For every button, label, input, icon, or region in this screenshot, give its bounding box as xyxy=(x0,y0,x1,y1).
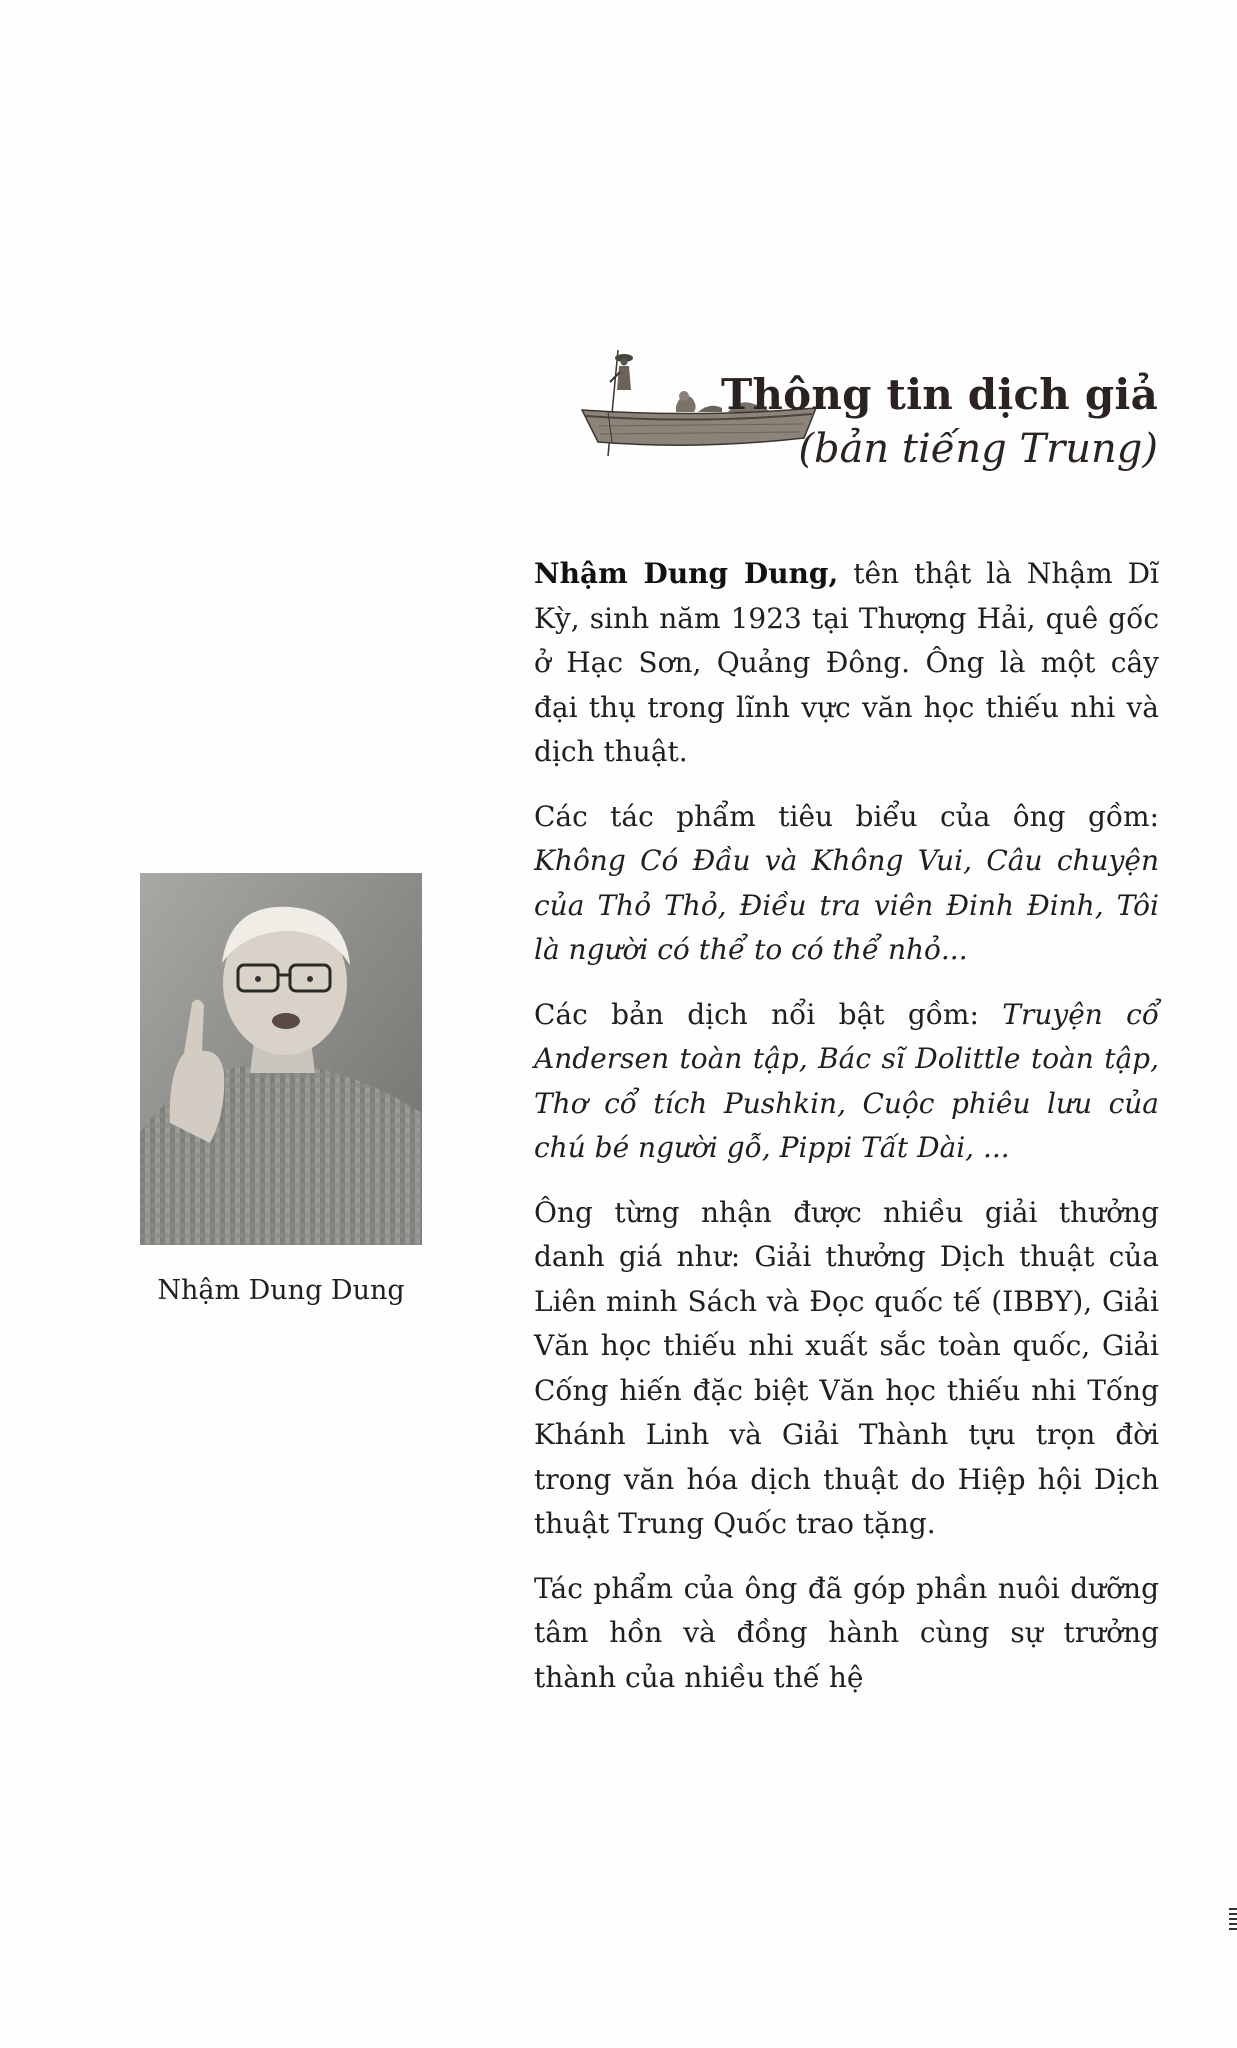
page-header xyxy=(578,336,1158,476)
bio-paragraph-intro xyxy=(534,552,1159,775)
bio-paragraph-translations xyxy=(534,993,1159,1171)
works-titles: Không Có Đầu và Không Vui, Câu chuyện của Thỏ Thỏ, Điều tra viên Đinh Đinh, Tôi là người có thể to có thể nhỏ... xyxy=(534,844,1159,966)
translator-portrait-photo xyxy=(140,873,422,1245)
page-subtitle: (bản tiếng Trung) xyxy=(798,426,1158,472)
biography-text xyxy=(534,552,1159,1720)
portrait-illustration xyxy=(140,873,422,1245)
page-title: Thông tin dịch giả xyxy=(720,370,1158,419)
translations-lead: Các bản dịch nổi bật gồm: xyxy=(534,997,1003,1031)
page-edge-mark xyxy=(1229,1908,1237,1932)
bio-paragraph-awards: Ông từng nhận được nhiều giải thưởng danh giá như: Giải thưởng Dịch thuật của Liên minh Sách và Đọc quốc tế (IBBY), Giải Văn học thiếu nhi xuất sắc toàn quốc, Giải Cống hiến đặc biệt Văn học thiếu nhi Tống Khánh Linh và Giải Thành tựu trọn đời trong văn hóa dịch thuật do Hiệp hội Dịch thuật Trung Quốc trao tặng. xyxy=(534,1195,1159,1540)
bio-intro-text: tên thật là Nhậm Dĩ Kỳ, sinh năm 1923 tại Thượng Hải, quê gốc ở Hạc Sơn, Quảng Đông. Ông là một cây đại thụ trong lĩnh vực văn học thiếu nhi và dịch thuật. xyxy=(534,557,1159,768)
translations-titles: Truyện cổ Andersen toàn tập, Bác sĩ Dolittle toàn tập, Thơ cổ tích Pushkin, Cuộc phiêu lưu của chú bé người gỗ, Pippi Tất Dài, ... xyxy=(534,997,1159,1164)
bio-paragraph-works xyxy=(534,795,1159,973)
translator-name: Nhậm Dung Dung, xyxy=(534,557,839,590)
photo-caption: Nhậm Dung Dung xyxy=(157,1275,405,1306)
bio-paragraph-legacy: Tác phẩm của ông đã góp phần nuôi dưỡng tâm hồn và đồng hành cùng sự trưởng thành của nhiều thế hệ xyxy=(534,1571,1159,1694)
works-lead: Các tác phẩm tiêu biểu của ông gồm: xyxy=(534,799,1159,833)
